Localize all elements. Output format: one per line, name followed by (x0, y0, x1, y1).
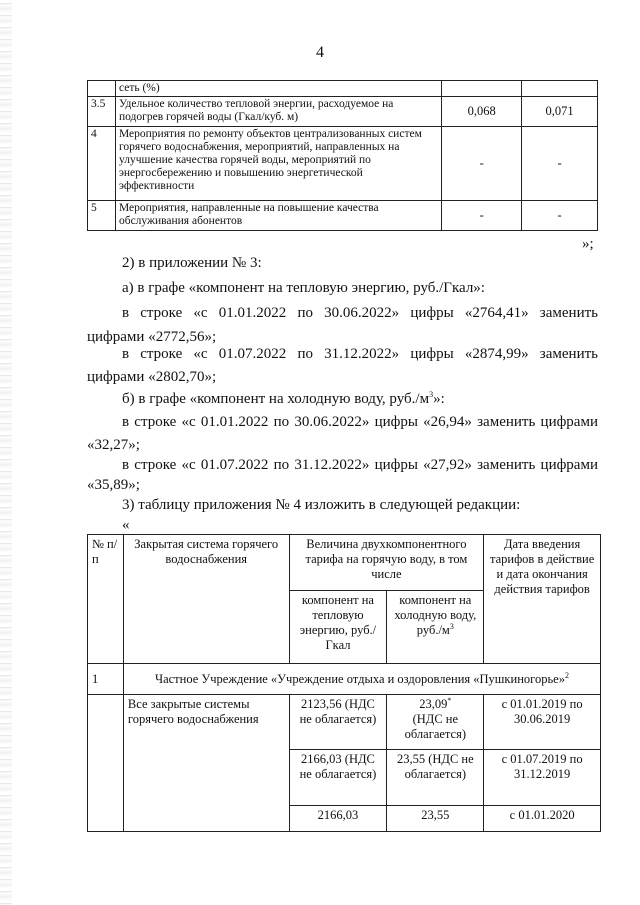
period: с 01.01.2020 (484, 806, 601, 832)
paragraph: а) в графе «компонент на тепловую энергию, руб./Гкал»: (122, 280, 485, 296)
cold-value: 23,55 (НДС не облагается) (387, 750, 484, 806)
value-cell: - (442, 127, 522, 201)
cold-main: 23,09 (419, 697, 448, 711)
closing-quote: »; (582, 236, 594, 252)
header-system: Закрытая система горячего водоснабжения (123, 535, 289, 664)
header-cold-text: компонент на холодную воду, руб./м (394, 593, 477, 637)
system-name: Все закрытые системы горячего водоснабжения (123, 695, 289, 832)
organization-name (123, 664, 600, 695)
superscript: 2 (564, 670, 569, 680)
table-header-row (88, 535, 601, 591)
superscript: 3 (449, 621, 454, 631)
value-cell: 0,071 (522, 97, 598, 127)
row-number: 4 (88, 127, 116, 201)
thermal-value: 2166,03 (289, 806, 387, 832)
header-tariff: Величина двухкомпонентного тарифа на горячую воду, в том числе (289, 535, 484, 591)
cold-rest: (НДС не облагается) (404, 712, 467, 741)
cold-value: 23,55 (387, 806, 484, 832)
cold-value (387, 695, 484, 750)
superscript: * (447, 695, 452, 705)
thermal-value: 2166,03 (НДС не облагается) (289, 750, 387, 806)
value-cell: - (442, 201, 522, 231)
table-row (88, 81, 598, 97)
row-text: Мероприятия по ремонту объектов централизованных систем горячего водоснабжения, мероприятий, направленных на улучшение качества горячей воды, мероприятий по энергосбережению и повышению энергетической эффективности (115, 127, 441, 201)
value-cell: - (522, 201, 598, 231)
table-row (88, 127, 598, 201)
paragraph: «32,27»; (87, 437, 140, 453)
period: с 01.01.2019 по 30.06.2019 (484, 695, 601, 750)
paragraph: в строке «с 01.01.2022 по 30.06.2022» цифры «2764,41» заменить (122, 305, 598, 321)
upper-table (87, 80, 598, 231)
b-heading-text: б) в графе «компонент на холодную воду, руб./м (122, 391, 430, 407)
paragraph: в строке «с 01.07.2022 по 31.12.2022» цифры «27,92» заменить цифрами (122, 457, 598, 473)
paragraph: в строке «с 01.07.2022 по 31.12.2022» цифры «2874,99» заменить (122, 346, 598, 362)
header-num: № п/п (88, 535, 124, 664)
header-cold (387, 591, 484, 664)
value-cell: - (522, 127, 598, 201)
b-heading-end: »: (433, 391, 445, 407)
header-dates: Дата введения тарифов в действие и дата окончания действия тарифов (484, 535, 601, 664)
row-number: 1 (88, 664, 124, 695)
paragraph: 2) в приложении № 3: (122, 255, 262, 271)
period: с 01.07.2019 по 31.12.2019 (484, 750, 601, 806)
paragraph (122, 390, 445, 408)
table-row (88, 695, 601, 750)
paragraph: 3) таблицу приложения № 4 изложить в следующей редакции: (122, 497, 521, 513)
row-number: 3.5 (88, 97, 116, 127)
page-number: 4 (316, 44, 324, 61)
row-text: Мероприятия, направленные на повышение качества обслуживания абонентов (115, 201, 441, 231)
tariff-table (87, 534, 601, 832)
table-row (88, 664, 601, 695)
value-cell: 0,068 (442, 97, 522, 127)
thermal-value: 2123,56 (НДС не облагается) (289, 695, 387, 750)
opening-quote: « (122, 517, 130, 533)
paragraph: цифрами «2772,56»; (87, 329, 217, 345)
row-text: Удельное количество тепловой энергии, расходуемое на подогрев горячей воды (Гкал/куб. м) (115, 97, 441, 127)
paragraph: в строке «с 01.01.2022 по 30.06.2022» цифры «26,94» заменить цифрами (122, 414, 598, 430)
table-row (88, 201, 598, 231)
row-text: сеть (%) (115, 81, 441, 97)
scan-edge (0, 0, 12, 905)
paragraph: цифрами «2802,70»; (87, 369, 217, 385)
header-thermal: компонент на тепловую энергию, руб./Гкал (289, 591, 387, 664)
table-row (88, 97, 598, 127)
superscript: 3 (429, 390, 434, 399)
organization-text: Частное Учреждение «Учреждение отдыха и оздоровления «Пушкиногорье» (154, 671, 565, 686)
paragraph: «35,89»; (87, 477, 140, 493)
row-number: 5 (88, 201, 116, 231)
